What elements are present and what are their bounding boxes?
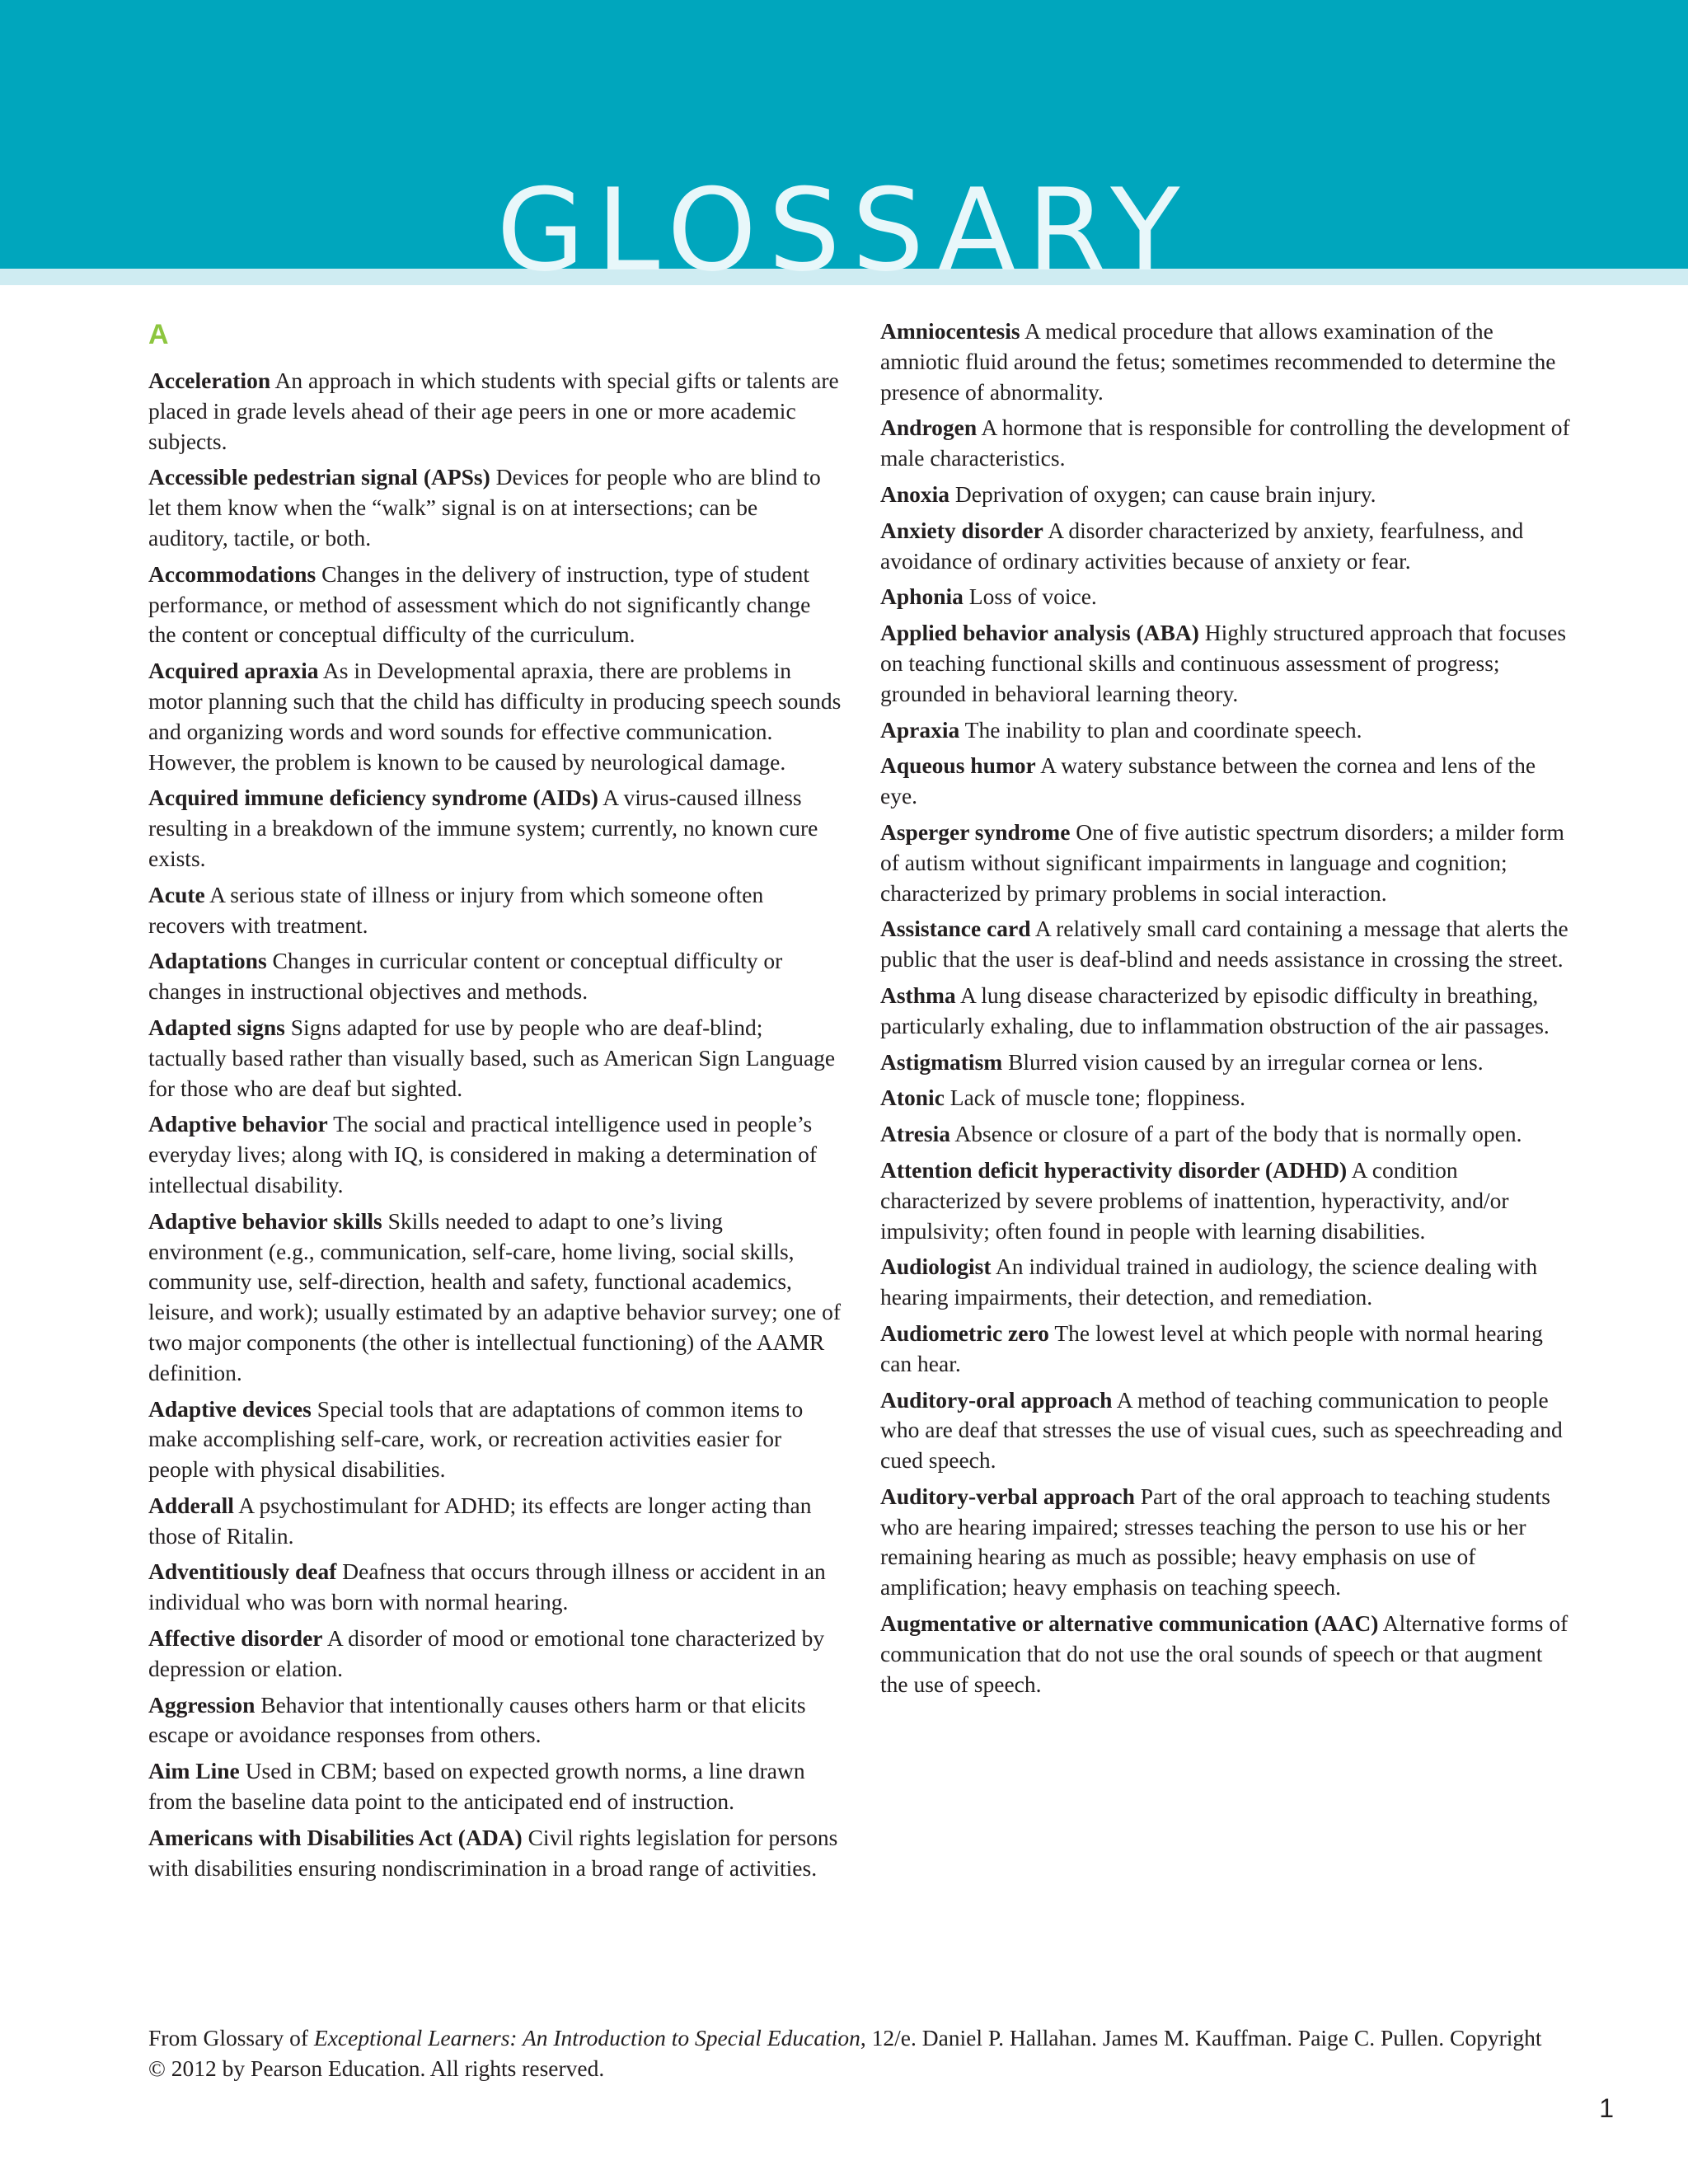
glossary-definition: Lack of muscle tone; floppiness. <box>950 1085 1245 1111</box>
glossary-term: Adaptations <box>148 948 267 974</box>
glossary-entry <box>880 480 1573 510</box>
glossary-entry <box>880 1119 1573 1150</box>
glossary-definition: A psychostimulant for ADHD; its effects are longer acting than those of Ritalin. <box>148 1492 812 1549</box>
glossary-entry <box>880 1252 1573 1313</box>
glossary-entry <box>148 783 842 874</box>
footer-book-title: Exceptional Learners: An Introduction to Special Education <box>313 2025 860 2050</box>
glossary-entry <box>148 1624 842 1685</box>
right-entry-list <box>880 316 1573 1699</box>
glossary-term: Aggression <box>148 1691 256 1718</box>
glossary-term: Audiologist <box>880 1254 992 1280</box>
left-column <box>148 316 842 1889</box>
glossary-entry <box>148 1207 842 1389</box>
glossary-term: Acceleration <box>148 368 271 393</box>
glossary-term: Aim Line <box>148 1758 240 1784</box>
glossary-definition: Special tools that are adaptations of common items to make accomplishing self-care, work, or recreation activities easier for people with physical disabilities. <box>148 1395 804 1483</box>
glossary-definition: Highly structured approach that focuses on teaching functional skills and continuous assessment of progress; grounded in behavioral learning theory. <box>880 620 1567 706</box>
glossary-definition: An approach in which students with special gifts or talents are placed in grade levels ahead of their age peers in one or more academic subjects. <box>148 368 839 454</box>
glossary-entry <box>880 316 1573 407</box>
page-number: 1 <box>1599 2093 1614 2123</box>
glossary-entry <box>880 413 1573 474</box>
glossary-term: Anoxia <box>880 480 950 507</box>
glossary-definition: As in Developmental apraxia, there are problems in motor planning such that the child has difficulty in producing speech sounds and organizing words and word sounds for effective communication. However, the problem is known to be caused by neurological damage. <box>148 658 842 775</box>
glossary-definition: A condition characterized by severe problems of inattention, hyperactivity, and/or impulsivity; often found in people with learning disabilities. <box>880 1156 1509 1244</box>
glossary-definition: The lowest level at which people with normal hearing can hear. <box>880 1319 1543 1376</box>
glossary-definition: Deafness that occurs through illness or accident in an individual who was born with normal hearing. <box>148 1558 826 1615</box>
glossary-definition: A method of teaching communication to people who are deaf that stresses the use of visual cues, such as speechreading and cued speech. <box>880 1386 1563 1474</box>
glossary-definition: The inability to plan and coordinate speech. <box>964 716 1362 743</box>
glossary-entry <box>880 1155 1573 1246</box>
glossary-term: Affective disorder <box>148 1625 323 1652</box>
glossary-definition: Signs adapted for use by people who are deaf-blind; tactually based rather than visually based, such as American Sign Language for those who are deaf but sighted. <box>148 1014 836 1101</box>
footer-prefix: From Glossary of <box>148 2025 309 2050</box>
glossary-definition: A disorder of mood or emotional tone characterized by depression or elation. <box>148 1625 825 1681</box>
glossary-definition: Civil rights legislation for persons with disabilities ensuring nondiscrimination in a broad range of activities. <box>148 1824 838 1881</box>
glossary-definition: A hormone that is responsible for controlling the development of male characteristics. <box>880 415 1570 471</box>
glossary-term: Atonic <box>880 1085 945 1111</box>
glossary-term: Adderall <box>148 1492 234 1518</box>
section-letter: A <box>148 319 169 350</box>
glossary-term: Americans with Disabilities Act (ADA) <box>148 1824 523 1850</box>
glossary-definition: Deprivation of oxygen; can cause brain injury. <box>954 480 1376 507</box>
glossary-entry <box>148 1756 842 1817</box>
glossary-entry <box>880 618 1573 709</box>
glossary-definition: Loss of voice. <box>968 583 1097 610</box>
glossary-definition: Absence or closure of a part of the body that is normally open. <box>954 1121 1522 1147</box>
glossary-term: Accessible pedestrian signal (APSs) <box>148 464 490 490</box>
glossary-entry <box>148 462 842 553</box>
glossary-definition: Used in CBM; based on expected growth norms, a line drawn from the baseline data point to the anticipated end of instruction. <box>148 1758 805 1815</box>
glossary-definition: A serious state of illness or injury from which someone often recovers with treatment. <box>148 881 764 938</box>
glossary-term: Acute <box>148 881 205 907</box>
glossary-term: Adaptive behavior skills <box>148 1207 382 1234</box>
glossary-definition: Behavior that intentionally causes others harm or that elicits escape or avoidance responses from others. <box>148 1691 806 1748</box>
glossary-term: Acquired immune deficiency syndrome (AIDs) <box>148 785 598 811</box>
glossary-term: Androgen <box>880 415 978 441</box>
glossary-entry <box>148 1013 842 1104</box>
glossary-definition: Alternative forms of communication that do not use the oral sounds of speech or that augment the use of speech. <box>880 1610 1568 1697</box>
glossary-entry <box>148 1109 842 1200</box>
glossary-term: Accommodations <box>148 560 316 587</box>
glossary-entry <box>148 1557 842 1618</box>
glossary-term: Adventitiously deaf <box>148 1558 337 1585</box>
glossary-term: Asthma <box>880 982 956 1008</box>
glossary-entry <box>148 560 842 650</box>
glossary-definition: Blurred vision caused by an irregular cornea or lens. <box>1008 1048 1484 1075</box>
glossary-entry <box>880 1319 1573 1380</box>
glossary-definition: Skills needed to adapt to one’s living environment (e.g., communication, self-care, home living, social skills, community use, self-direction, health and safety, functional academics, leisure, and work); usually estimated by an adaptive behavior survey; one of two major components (the other is intellectual functioning) of the AAMR definition. <box>148 1207 842 1385</box>
glossary-entry <box>880 818 1573 908</box>
glossary-entry <box>880 1083 1573 1113</box>
footer-suffix: , 12/e. Daniel P. Hallahan. James M. Kauffman. Paige C. Pullen. Copyright © 2012 by Pearson Education. All rights reserved. <box>148 2025 1542 2081</box>
glossary-entry <box>880 582 1573 612</box>
glossary-term: Augmentative or alternative communication (AAC) <box>880 1610 1379 1637</box>
page-title: GLOSSARY <box>496 164 1192 297</box>
glossary-entry <box>880 914 1573 975</box>
glossary-definition: A virus-caused illness resulting in a breakdown of the immune system; currently, no known cure exists. <box>148 785 818 871</box>
glossary-entry <box>148 1394 842 1485</box>
glossary-term: Astigmatism <box>880 1048 1003 1075</box>
glossary-term: Atresia <box>880 1121 951 1147</box>
glossary-entry <box>880 751 1573 812</box>
glossary-definition: Changes in the delivery of instruction, type of student performance, or method of assessment which do not significantly change the content or conceptual difficulty of the curriculum. <box>148 560 811 648</box>
glossary-definition: Part of the oral approach to teaching students who are hearing impaired; stresses teaching the person to use his or her remaining hearing as much as possible; heavy emphasis on use of amplification; heavy emphasis on teaching speech. <box>880 1483 1550 1601</box>
glossary-definition: A lung disease characterized by episodic difficulty in breathing, particularly exhaling, due to inflammation obstruction of the air passages. <box>880 982 1550 1038</box>
glossary-entry <box>880 1609 1573 1699</box>
glossary-entry <box>148 656 842 777</box>
glossary-definition: One of five autistic spectrum disorders; a milder form of autism without significant impairments in language and cognition; characterized by primary problems in social interaction. <box>880 818 1564 906</box>
glossary-term: Amniocentesis <box>880 318 1020 344</box>
glossary-term: Audiometric zero <box>880 1319 1049 1346</box>
glossary-term: Auditory-oral approach <box>880 1386 1113 1413</box>
glossary-term: Attention deficit hyperactivity disorder (ADHD) <box>880 1156 1348 1183</box>
glossary-definition: A medical procedure that allows examination of the amniotic fluid around the fetus; sometimes recommended to determine the presence of abnormality. <box>880 318 1556 405</box>
glossary-entry <box>880 981 1573 1042</box>
left-entry-list <box>148 366 842 1883</box>
glossary-term: Assistance card <box>880 916 1031 942</box>
glossary-entry <box>148 1690 842 1751</box>
glossary-term: Aphonia <box>880 583 964 610</box>
source-footer <box>148 2023 1550 2084</box>
glossary-definition: Changes in curricular content or conceptual difficulty or changes in instructional objectives and methods. <box>148 948 783 1005</box>
glossary-definition: A relatively small card containing a message that alerts the public that the user is deaf-blind and needs assistance in crossing the street. <box>880 916 1568 972</box>
glossary-definition: An individual trained in audiology, the science dealing with hearing impairments, their detection, and remediation. <box>880 1254 1538 1310</box>
glossary-term: Acquired apraxia <box>148 658 319 684</box>
glossary-definition: A watery substance between the cornea and lens of the eye. <box>880 752 1536 809</box>
glossary-term: Anxiety disorder <box>880 517 1043 543</box>
glossary-entry <box>880 1385 1573 1476</box>
glossary-term: Aqueous humor <box>880 752 1036 779</box>
glossary-definition: The social and practical intelligence used in people’s everyday lives; along with IQ, is considered in making a determination of intellectual disability. <box>148 1111 818 1197</box>
glossary-entry <box>148 366 842 457</box>
glossary-definition: Devices for people who are blind to let them know when the “walk” signal is on at intersections; can be auditory, tactile, or both. <box>148 464 821 551</box>
glossary-entry <box>880 715 1573 746</box>
glossary-term: Applied behavior analysis (ABA) <box>880 620 1199 646</box>
glossary-entry <box>148 1491 842 1552</box>
glossary-term: Adaptive behavior <box>148 1111 328 1137</box>
glossary-term: Adaptive devices <box>148 1395 312 1422</box>
glossary-entry <box>148 1823 842 1884</box>
glossary-entry <box>880 1482 1573 1603</box>
glossary-entry <box>148 880 842 941</box>
glossary-definition: A disorder characterized by anxiety, fearfulness, and avoidance of ordinary activities because of anxiety or fear. <box>880 517 1524 574</box>
glossary-entry <box>880 1047 1573 1078</box>
glossary-entry <box>148 946 842 1007</box>
glossary-term: Adapted signs <box>148 1014 285 1040</box>
glossary-entry <box>880 516 1573 577</box>
glossary-term: Asperger syndrome <box>880 818 1071 845</box>
glossary-term: Auditory-verbal approach <box>880 1483 1135 1509</box>
right-column <box>880 316 1573 1705</box>
glossary-term: Apraxia <box>880 716 960 743</box>
